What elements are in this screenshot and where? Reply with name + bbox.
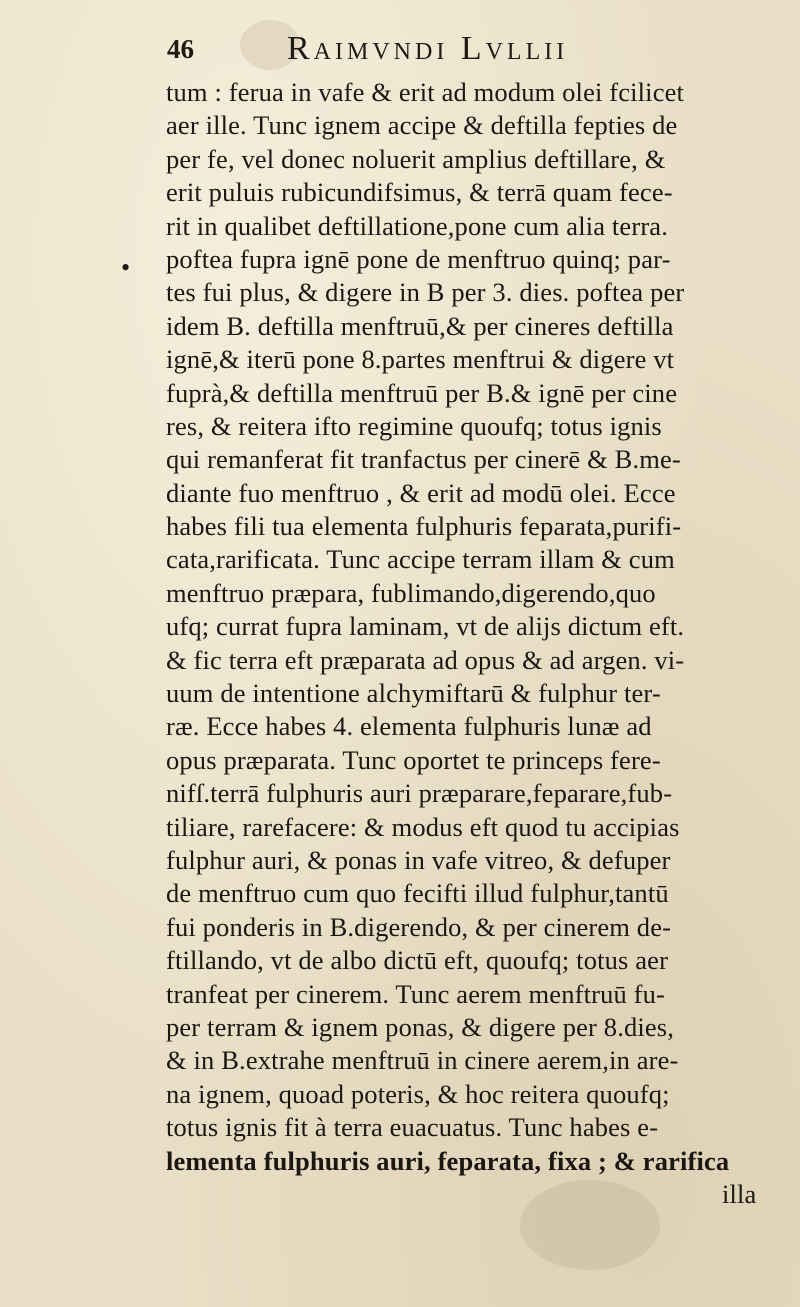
text-line: qui remanferat fit tranfactus per cinerē & B.me- bbox=[166, 444, 681, 475]
catchword: illa bbox=[722, 1178, 757, 1209]
text-line: tiliare, rarefacere: & modus eft quod tu accipias bbox=[166, 811, 680, 842]
text-line: habes fili tua elementa fulphuris feparata,purifi- bbox=[166, 511, 682, 542]
text-line: per fe, vel donec noluerit amplius deftillare, & bbox=[166, 143, 666, 174]
text-line: per terram & ignem ponas, & digere per 8.dies, bbox=[166, 1011, 675, 1042]
text-line: nifſ.terrā fulphuris auri præparare,feparare,fub- bbox=[166, 778, 673, 809]
text-line: totus ignis fit à terra euacuatus. Tunc habes e- bbox=[166, 1112, 659, 1143]
text-line: tranfeat per cinerem. Tunc aerem menftruū fu- bbox=[166, 978, 666, 1009]
text-line: rit in qualibet deftillatione,pone cum alia terra. bbox=[166, 210, 668, 241]
text-line: tes fui plus, & digere in B per 3. dies. poftea per bbox=[166, 277, 685, 308]
text-line: poftea fupra ignē pone de menftruo quinq; par- bbox=[166, 243, 671, 274]
text-line: na ignem, quoad poteris, & hoc reitera quoufq; bbox=[166, 1078, 670, 1109]
text-line: tum : ferua in vafe & erit ad modum olei fcilicet bbox=[166, 77, 685, 107]
text-line: ufq; currat fupra laminam, vt de alijs dictum eft. bbox=[166, 611, 685, 642]
page-number: 46 bbox=[167, 34, 194, 64]
text-line: idem B. deftilla menftruū,& per cineres deftilla bbox=[166, 310, 674, 341]
text-line: fui ponderis in B.digerendo, & per cinerem de- bbox=[166, 911, 672, 942]
text-line: ftillando, vt de albo dictū eft, quoufq; totus aer bbox=[166, 945, 669, 976]
text-line: res, & reitera ifto regimine quoufq; totus ignis bbox=[166, 410, 662, 441]
text-line: fulphur auri, & ponas in vafe vitreo, & defuper bbox=[166, 844, 671, 875]
running-title: Raimvndi Lvllii bbox=[287, 30, 569, 67]
text-line: cata,rarificata. Tunc accipe terram illam & cum bbox=[166, 544, 675, 575]
text-line: & in B.extrahe menftruū in cinere aerem,in are- bbox=[166, 1045, 679, 1076]
text-line: erit puluis rubicundifsimus, & terrā quam fece- bbox=[166, 177, 673, 208]
text-line: uum de intentione alchymiftarū & fulphur ter- bbox=[166, 678, 661, 709]
text-line: aer ille. Tunc ignem accipe & deftilla fepties de bbox=[166, 110, 678, 141]
running-head bbox=[167, 30, 767, 74]
text-line: & fic terra eft præparata ad opus & ad argen. vi- bbox=[166, 644, 685, 675]
body-text bbox=[166, 76, 788, 1211]
text-line: opus præparata. Tunc oportet te princeps fere- bbox=[166, 744, 661, 775]
margin-mark: • bbox=[121, 253, 131, 282]
text-line: menftruo præpara, fublimando,digerendo,quo bbox=[166, 577, 656, 608]
text-line: de menftruo cum quo fecifti illud fulphur,tantū bbox=[166, 878, 669, 909]
text-line: ræ. Ecce habes 4. elementa fulphuris lunæ ad bbox=[166, 711, 652, 742]
text-line: ignē,& iterū pone 8.partes menftrui & digere vt bbox=[166, 344, 675, 375]
text-line: fuprà,& deftilla menftruū per B.& ignē per cine bbox=[166, 377, 678, 408]
text-line: lementa fulphuris auri, feparata, fixa ; & rarifica bbox=[166, 1145, 730, 1176]
text-line: diante fuo menftruo , & erit ad modū olei. Ecce bbox=[166, 477, 676, 508]
